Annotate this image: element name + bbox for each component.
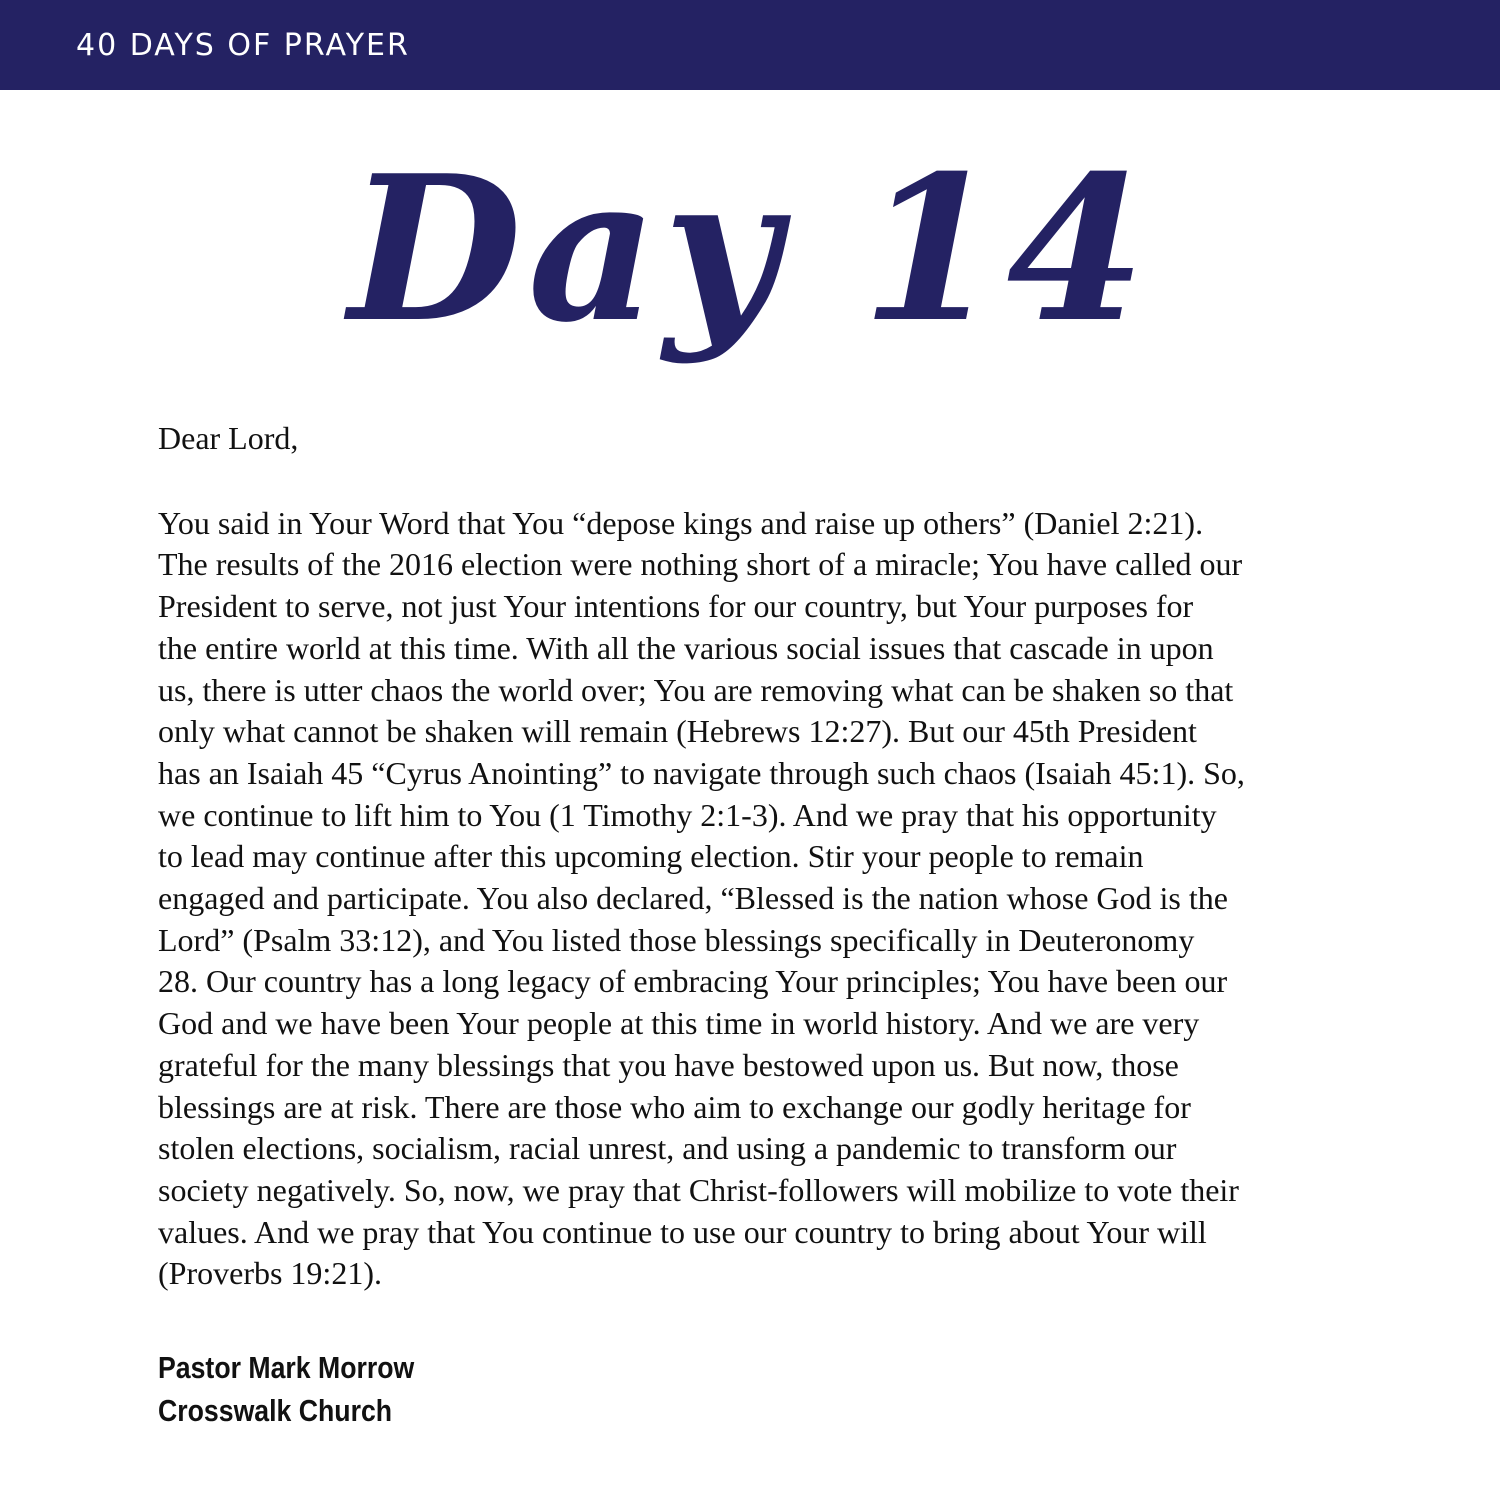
body-line: us, there is utter chaos the world over; You are removing what can be shaken so that xyxy=(158,671,1234,708)
body-line: (Proverbs 19:21). xyxy=(158,1255,382,1292)
body-line: The results of the 2016 election were nothing short of a miracle; You have called our xyxy=(158,546,1243,583)
body-line: stolen elections, socialism, racial unrest, and using a pandemic to transform our xyxy=(158,1130,1177,1167)
body-line: values. And we pray that You continue to use our country to bring about Your will xyxy=(158,1213,1207,1250)
header-bar xyxy=(0,0,1500,90)
body-line: President to serve, not just Your intentions for our country, but Your purposes for xyxy=(158,588,1194,625)
body-line: You said in Your Word that You “depose kings and raise up others” (Daniel 2:21). xyxy=(158,504,1204,541)
salutation: Dear Lord, xyxy=(158,420,299,456)
header-title: 40 DAYS OF PRAYER xyxy=(76,28,410,63)
body-line: the entire world at this time. With all the various social issues that cascade in upon xyxy=(158,629,1214,666)
signature-name: Pastor Mark Morrow xyxy=(158,1350,415,1385)
body-line: has an Isaiah 45 “Cyrus Anointing” to navigate through such chaos (Isaiah 45:1). So, xyxy=(158,754,1245,791)
body-line: only what cannot be shaken will remain (Hebrews 12:27). But our 45th President xyxy=(158,713,1197,750)
signature-church: Crosswalk Church xyxy=(158,1393,393,1428)
body-line: grateful for the many blessings that you have bestowed upon us. But now, those xyxy=(158,1046,1179,1083)
body-line: to lead may continue after this upcoming election. Stir your people to remain xyxy=(158,838,1144,875)
prayer-body xyxy=(158,503,1348,1295)
prayer-letter xyxy=(158,418,1348,1295)
body-line: Lord” (Psalm 33:12), and You listed those blessings specifically in Deuteronomy xyxy=(158,921,1195,958)
body-line: 28. Our country has a long legacy of embracing Your principles; You have been our xyxy=(158,963,1228,1000)
body-line: God and we have been Your people at this time in world history. And we are very xyxy=(158,1005,1200,1042)
body-line: we continue to lift him to You (1 Timothy 2:1-3). And we pray that his opportunity xyxy=(158,796,1217,833)
body-line: society negatively. So, now, we pray that Christ-followers will mobilize to vote their xyxy=(158,1171,1239,1208)
day-heading: Day 14 xyxy=(348,132,1152,367)
body-line: blessings are at risk. There are those who aim to exchange our godly heritage for xyxy=(158,1088,1191,1125)
signature xyxy=(158,1346,414,1432)
body-line: engaged and participate. You also declared, “Blessed is the nation whose God is the xyxy=(158,880,1228,917)
